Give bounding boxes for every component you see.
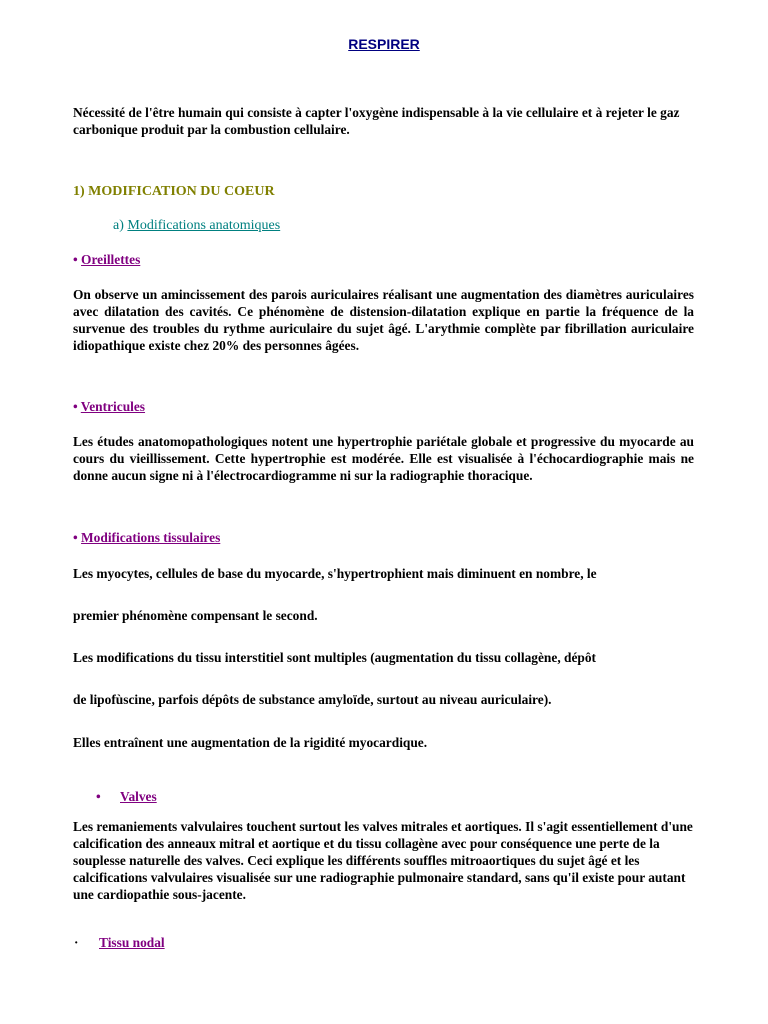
paragraph-ventricules: Les études anatomopathologiques notent une hypertrophie pariétale globale et progressive du myocarde au cours du vieillissement. Cette hypertrophie est modérée. Elle est visualisée à l'échocardiographie mais ne donne aucun signe ni à l'électrocardiogramme ni sur la radiographie thoracique. — [73, 434, 694, 483]
link-modifications-tissulaires[interactable]: Modifications tissulaires — [81, 530, 221, 545]
heading-ventricules — [73, 399, 145, 415]
page-title: RESPIRER — [348, 36, 420, 52]
bullet-marker: • — [73, 252, 82, 267]
subsection-heading — [113, 218, 280, 234]
heading-oreillettes — [73, 252, 140, 268]
section-heading-coeur: 1) MODIFICATION DU COEUR — [73, 184, 275, 199]
paragraph-oreillettes: On observe un amincissement des parois auriculaires réalisant une augmentation des diamètres auriculaires avec dilatation des cavités. Ce phénomène de distension-dilatation explique en partie la fréquence de la survenue des troubles du rythme auriculaire du sujet âgé. L'arythmie complète par fibrillation auriculaire idiopathique existe chez 20% des personnes âgées. — [73, 287, 694, 353]
heading-valves — [96, 789, 157, 805]
bullet-marker: · — [74, 935, 79, 950]
link-oreillettes[interactable]: Oreillettes — [81, 252, 141, 267]
paragraph-valves: Les remaniements valvulaires touchent surtout les valves mitrales et aortiques. Il s'agit essentiellement d'une calcification des anneaux mitral et aortique et du tissu collagène avec pour conséquence une perte de la souplesse naturelle des valves. Ceci explique les différents souffles mitroaortiques du sujet âgé et les calcifications valvulaires visualisée sur une radiographie pulmonaire standard, sans qu'il existe pour autant une cardiopathie sous-jacente. — [73, 819, 693, 902]
link-valves[interactable]: Valves — [120, 789, 157, 804]
link-ventricules[interactable]: Ventricules — [80, 399, 146, 414]
tissulaires-line-3: Les modifications du tissu interstitiel sont multiples (augmentation du tissu collagène, dépôt — [73, 650, 597, 665]
subsection-prefix: a) — [113, 218, 128, 233]
link-tissu-nodal[interactable]: Tissu nodal — [99, 935, 165, 950]
tissulaires-line-1: Les myocytes, cellules de base du myocarde, s'hypertrophient mais diminuent en nombre, le — [73, 566, 597, 581]
tissulaires-line-2: premier phénomène compensant le second. — [73, 608, 318, 623]
heading-modifications-tissulaires — [73, 530, 220, 546]
tissulaires-line-4: de lipofùscine, parfois dépôts de substance amyloïde, surtout au niveau auriculaire). — [73, 692, 552, 707]
subsection-link-modifications-anatomiques[interactable]: Modifications anatomiques — [127, 218, 281, 233]
intro-paragraph: Nécessité de l'être humain qui consiste à capter l'oxygène indispensable à la vie cellulaire et à rejeter le gaz carbonique produit par la combustion cellulaire. — [73, 105, 680, 137]
bullet-marker: • — [73, 530, 82, 545]
tissulaires-line-5: Elles entraînent une augmentation de la rigidité myocardique. — [73, 735, 428, 750]
bullet-marker: • — [96, 789, 101, 804]
bullet-marker: • — [73, 399, 81, 414]
heading-tissu-nodal — [74, 935, 165, 951]
